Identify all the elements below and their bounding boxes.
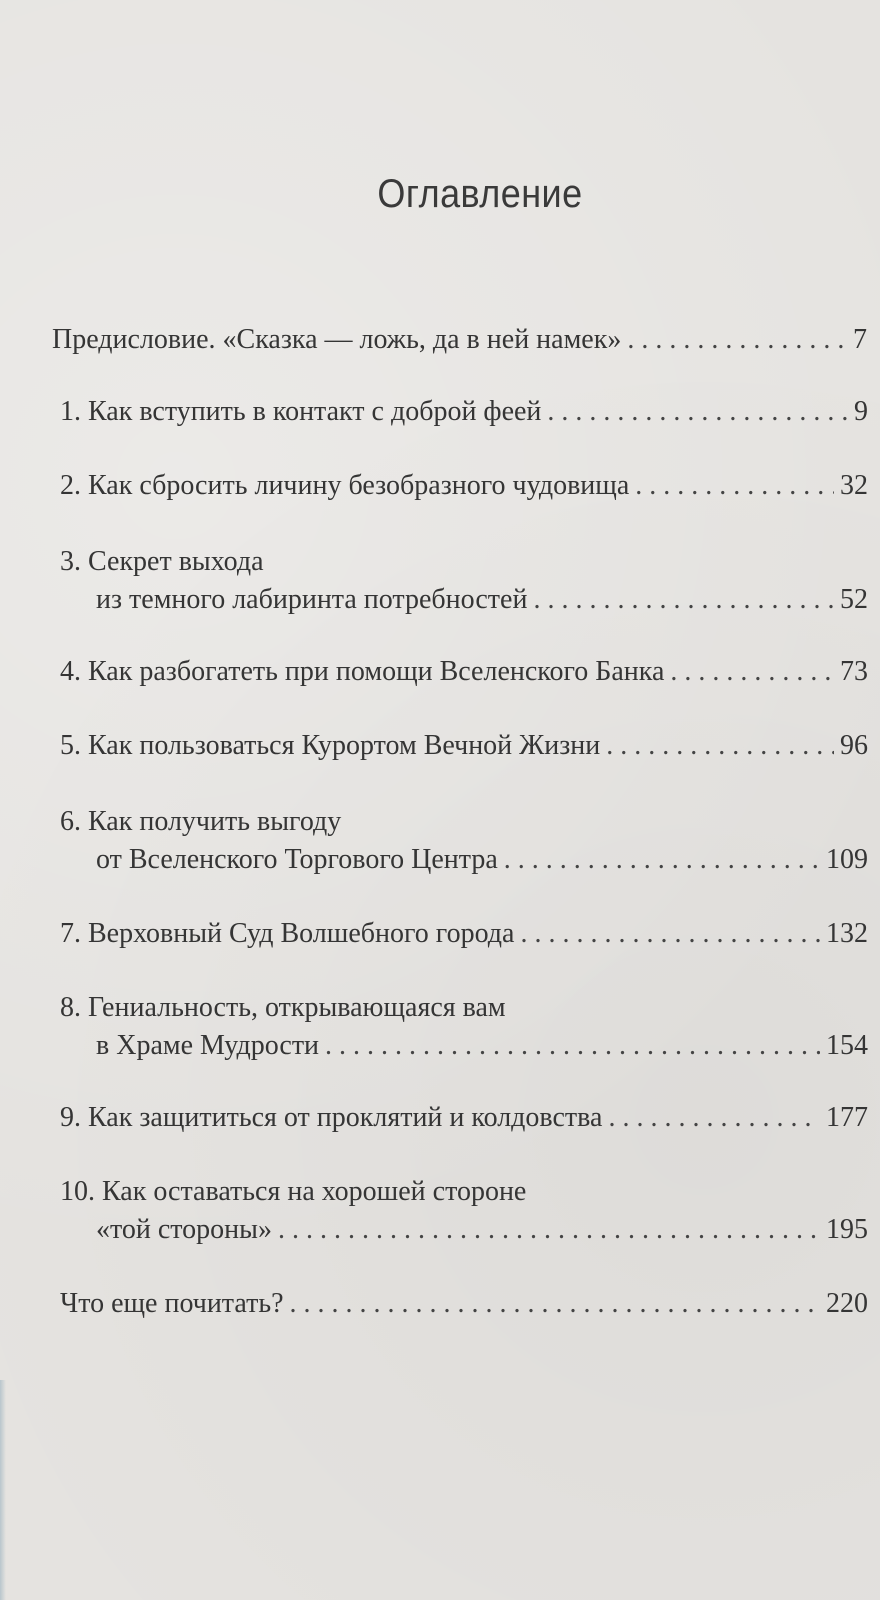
toc-entry-number: 1. [60,396,81,427]
toc-entry-8 [60,992,868,1062]
toc-entry-title-cont: от Вселенского Торгового Центра [96,844,498,875]
toc-entry-2 [60,470,868,502]
toc-entry-number: 8. [60,992,81,1023]
toc-entry-10 [60,1176,868,1246]
toc-entry-number: 3. [60,546,81,577]
toc-entry-number: 7. [60,918,81,949]
dot-leader [533,584,834,616]
page-edge-shadow [0,1380,6,1600]
toc-entry-title: Как разбогатеть при помощи Вселенского Банка [88,656,665,687]
toc-page-number: 73 [840,656,868,687]
toc-entry-title: Как защититься от проклятий и колдовства [88,1102,603,1133]
dot-leader [504,844,820,876]
toc-page-number: 96 [840,730,868,761]
toc-entry-7 [60,918,868,950]
toc-page-number: 154 [826,1030,868,1061]
toc-entry-1 [60,396,868,428]
dot-leader [547,396,848,428]
toc-entry-title-cont: в Храме Мудрости [96,1030,320,1061]
dot-leader [606,730,834,762]
toc-entry-title: Секрет выхода [88,546,264,577]
toc-entry-number: 4. [60,656,81,687]
toc-entry-title: Верховный Суд Волшебного города [88,918,515,949]
dot-leader [608,1102,820,1134]
dot-leader [290,1288,820,1320]
page-title: Оглавление [377,172,583,216]
toc-entry-title: Как сбросить личину безобразного чудовища [88,470,630,501]
dot-leader [325,1030,820,1062]
toc-entry-title: Гениальность, открывающаяся вам [88,992,506,1023]
toc-entry-title: Как получить выгоду [88,806,342,837]
toc-entry-number: 5. [60,730,81,761]
dot-leader [627,324,847,356]
toc-entry-title: Предисловие. «Сказка — ложь, да в ней намек» [52,324,622,355]
toc-entry-title-cont: из темного лабиринта потребностей [96,584,528,615]
toc-page-number: 109 [826,844,868,875]
toc-entry-further-reading [60,1288,868,1320]
toc-page-number: 9 [854,396,868,427]
dot-leader [635,470,834,502]
toc-page-number: 32 [840,470,868,501]
toc-entry-6 [60,806,868,876]
toc-entry-title: Как оставаться на хорошей стороне [102,1176,527,1207]
toc-entry-title: Как вступить в контакт с доброй феей [88,396,542,427]
toc-entry-title: Как пользоваться Курортом Вечной Жизни [88,730,601,761]
toc-page-number: 52 [840,584,868,615]
toc-entry-9 [60,1102,868,1134]
toc-entry-5 [60,730,868,762]
toc-page-number: 7 [853,324,867,355]
toc-entry-4 [60,656,868,688]
toc-page-number: 195 [826,1214,868,1245]
toc-entry-number: 10. [60,1176,95,1207]
toc-entry-number: 6. [60,806,81,837]
dot-leader [520,918,820,950]
dot-leader [670,656,834,688]
toc-page-number: 177 [826,1102,868,1133]
toc-entry-3 [60,546,868,616]
toc-entry-number: 2. [60,470,81,501]
toc-entry-number: 9. [60,1102,81,1133]
dot-leader [278,1214,820,1246]
toc-entry-title-cont: «той стороны» [96,1214,272,1245]
toc-entry-title: Что еще почитать? [60,1288,284,1319]
toc-page-number: 220 [826,1288,868,1319]
toc-entry-preface [52,324,867,356]
toc-page-number: 132 [826,918,868,949]
